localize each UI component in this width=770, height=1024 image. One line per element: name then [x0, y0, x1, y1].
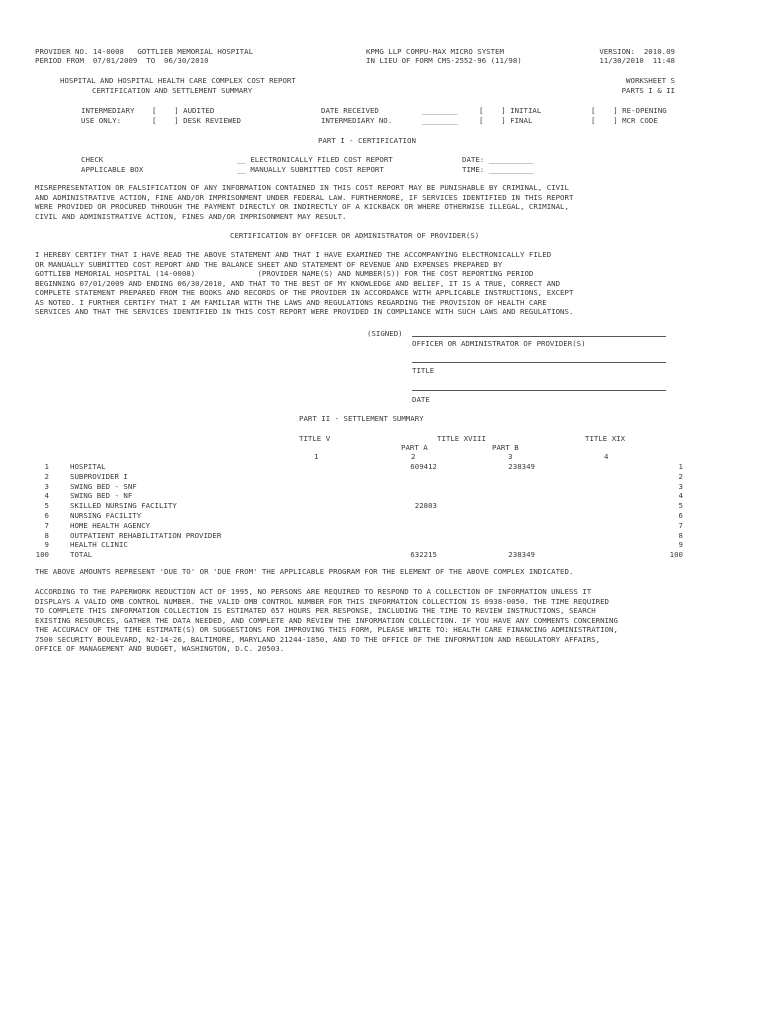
row-number-right: 5: [678, 501, 683, 511]
col-title-xviii: TITLE XVIII: [437, 434, 486, 443]
row-number: 4: [44, 491, 49, 501]
report-subtitle: CERTIFICATION AND SETTLEMENT SUMMARY: [92, 86, 253, 95]
row-label: HOSPITAL: [70, 462, 106, 471]
warning-line: AND ADMINISTRATIVE ACTION, FINE AND/OR IMPRISONMENT UNDER FEDERAL LAW. FURTHERMORE, IF SERVICES IDENTIFIED IN THIS REPORT: [35, 192, 574, 202]
date-received-blank: ________: [422, 106, 458, 115]
row-number: 8: [44, 530, 49, 540]
row-label: HEALTH CLINIC: [70, 540, 128, 550]
row-number-right: 6: [678, 511, 683, 520]
part-a-value: 609412: [410, 462, 437, 471]
row-number-right: 3: [678, 481, 683, 491]
certification-line: OR MANUALLY SUBMITTED COST REPORT AND THE BALANCE SHEET AND STATEMENT OF REVENUE AND EXPENSES PREPARED BY: [35, 259, 503, 269]
warning-line: MISREPRESENTATION OR FALSIFICATION OF ANY INFORMATION CONTAINED IN THIS COST REPORT MAY BE PUNISHABLE BY CRIMINAL, CIVIL: [35, 183, 569, 192]
row-number: 9: [44, 540, 49, 550]
title-line: [412, 362, 666, 363]
report-title: HOSPITAL AND HOSPITAL HEALTH CARE COMPLEX COST REPORT: [60, 76, 296, 85]
paperwork-line: ACCORDING TO THE PAPERWORK REDUCTION ACT OF 1995, NO PERSONS ARE REQUIRED TO RESPOND TO A COLLECTION OF INFORMATION UNLESS IT: [35, 587, 592, 596]
part-b-value: 238349: [508, 462, 535, 471]
row-label: SWING BED - SNF: [70, 481, 137, 491]
part1-title: PART I - CERTIFICATION: [318, 136, 416, 145]
col-title-v: TITLE V: [299, 434, 331, 443]
warning-line: WERE PROVIDED OR PROCURED THROUGH THE PAYMENT DIRECTLY OR INDIRECTLY OF A KICKBACK OR WHERE OTHERWISE ILLEGAL, CRIMINAL,: [35, 202, 569, 211]
row-number: 100: [35, 550, 49, 560]
row-number-right: 4: [678, 491, 683, 501]
col-num-3: 3: [508, 452, 513, 461]
form-line: IN LIEU OF FORM CMS-2552-96 (11/98): [366, 56, 522, 65]
row-number: 2: [44, 471, 49, 481]
electronically-filed-option: __ ELECTRONICALLY FILED COST REPORT: [237, 155, 393, 164]
date-received-label: DATE RECEIVED: [321, 106, 379, 115]
paperwork-line: 7500 SECURITY BOULEVARD, N2-14-26, BALTIMORE, MARYLAND 21244-1850, AND TO THE OFFICE OF THE INFORMATION AND REGULATORY AFFAIRS,: [35, 634, 601, 644]
col-part-a: PART A: [401, 443, 428, 452]
reopening-checkbox: [ ] RE-OPENING: [591, 106, 667, 115]
check-label: CHECK: [81, 155, 104, 164]
date-label: DATE: [412, 395, 430, 404]
part2-title: PART II - SETTLEMENT SUMMARY: [299, 414, 424, 423]
intermediary-no-label: INTERMEDIARY NO.: [321, 116, 393, 125]
certification-line: AS NOTED. I FURTHER CERTIFY THAT I AM FAMILIAR WITH THE LAWS AND REGULATIONS REGARDING THE PROVISION OF HEALTH CARE: [35, 297, 547, 307]
certification-line: SERVICES AND THAT THE SERVICES IDENTIFIED IN THIS COST REPORT WERE PROVIDED IN COMPLIANCE WITH SUCH LAWS AND REGULATIONS.: [35, 307, 574, 316]
officer-label: OFFICER OR ADMINISTRATOR OF PROVIDER(S): [412, 339, 586, 348]
row-label: SKILLED NURSING FACILITY: [70, 501, 177, 511]
final-checkbox: [ ] FINAL: [479, 116, 533, 125]
signed-label: (SIGNED): [367, 329, 403, 338]
signature-line: [412, 336, 666, 337]
title-label: TITLE: [412, 366, 435, 375]
row-number-right: 9: [678, 540, 683, 550]
initial-checkbox: [ ] INITIAL: [479, 106, 542, 115]
row-number-right: 1: [678, 462, 683, 471]
row-label: HOME HEALTH AGENCY: [70, 520, 151, 530]
part-a-value: 632215: [410, 550, 437, 560]
desk-reviewed-checkbox: [ ] DESK REVIEWED: [152, 116, 241, 125]
paperwork-line: EXISTING RESOURCES, GATHER THE DATA NEEDED, AND COMPLETE AND REVIEW THE INFORMATION COLLECTION. IF YOU HAVE ANY COMMENTS CONCERNING: [35, 615, 618, 625]
intermediary-label: INTERMEDIARY: [81, 106, 135, 115]
period-line: PERIOD FROM 07/01/2009 TO 06/30/2010: [35, 56, 209, 65]
applicable-box-label: APPLICABLE BOX: [81, 165, 144, 174]
row-label: OUTPATIENT REHABILITATION PROVIDER: [70, 530, 222, 540]
audited-checkbox: [ ] AUDITED: [152, 106, 215, 115]
row-number: 6: [44, 511, 49, 520]
date-field: DATE: __________: [462, 155, 534, 164]
manually-submitted-option: __ MANUALLY SUBMITTED COST REPORT: [237, 165, 384, 174]
row-label: SWING BED - NF: [70, 491, 133, 501]
row-number: 5: [44, 501, 49, 511]
part-a-value: 22803: [414, 501, 437, 511]
certification-line: COMPLETE STATEMENT PREPARED FROM THE BOOKS AND RECORDS OF THE PROVIDER IN ACCORDANCE WITH APPLICABLE INSTRUCTIONS, EXCEPT: [35, 288, 574, 297]
amounts-note: THE ABOVE AMOUNTS REPRESENT 'DUE TO' OR 'DUE FROM' THE APPLICABLE PROGRAM FOR THE ELEMENT OF THE ABOVE COMPLEX INDICATED.: [35, 567, 574, 576]
row-number-right: 100: [669, 550, 683, 560]
paperwork-line: DISPLAYS A VALID OMB CONTROL NUMBER. THE VALID OMB CONTROL NUMBER FOR THIS INFORMATION COLLECTION IS 0938-0050. THE TIME REQUIRED: [35, 596, 609, 606]
certification-title: CERTIFICATION BY OFFICER OR ADMINISTRATOR OF PROVIDER(S): [230, 231, 480, 240]
certification-line: GOTTLIEB MEMORIAL HOSPITAL (14-0008) (PROVIDER NAME(S) AND NUMBER(S)) FOR THE COST REPORTING PERIOD: [35, 269, 534, 278]
row-label: TOTAL: [70, 550, 93, 560]
time-field: TIME: __________: [462, 165, 534, 174]
col-part-b: PART B: [492, 443, 519, 452]
col-num-4: 4: [604, 452, 609, 461]
col-num-1: 1: [314, 452, 319, 461]
row-number-right: 2: [678, 471, 683, 481]
row-number: 1: [44, 462, 49, 471]
col-title-xix: TITLE XIX: [585, 434, 626, 443]
version-line: VERSION: 2010.09: [599, 47, 675, 56]
row-number: 7: [44, 520, 49, 530]
col-num-2: 2: [411, 452, 416, 461]
provider-line: PROVIDER NO. 14-0008 GOTTLIEB MEMORIAL HOSPITAL: [35, 47, 254, 56]
use-only-label: USE ONLY:: [81, 116, 122, 125]
mcr-code-checkbox: [ ] MCR CODE: [591, 116, 658, 125]
paperwork-line: TO COMPLETE THIS INFORMATION COLLECTION IS ESTIMATED 657 HOURS PER RESPONSE, INCLUDING THE TIME TO REVIEW INSTRUCTIONS, SEARCH: [35, 606, 596, 615]
date-line: [412, 390, 666, 391]
paperwork-line: THE ACCURACY OF THE TIME ESTIMATE(S) OR SUGGESTIONS FOR IMPROVING THIS FORM, PLEASE WRITE TO: HEALTH CARE FINANCING ADMINISTRATION,: [35, 625, 618, 634]
certification-line: I HEREBY CERTIFY THAT I HAVE READ THE ABOVE STATEMENT AND THAT I HAVE EXAMINED THE ACCOMPANYING ELECTRONICALLY FILED: [35, 250, 552, 259]
row-number-right: 7: [678, 520, 683, 530]
datetime-line: 11/30/2010 11:48: [599, 56, 675, 65]
row-number-right: 8: [678, 530, 683, 540]
part-b-value: 238349: [508, 550, 535, 560]
worksheet-label: WORKSHEET S: [626, 76, 675, 85]
warning-line: CIVIL AND ADMINISTRATIVE ACTION, FINES AND/OR IMPRISONMENT MAY RESULT.: [35, 211, 347, 221]
row-number: 3: [44, 481, 49, 491]
row-label: SUBPROVIDER I: [70, 471, 128, 481]
system-line: KPMG LLP COMPU-MAX MICRO SYSTEM: [366, 47, 504, 56]
worksheet-parts: PARTS I & II: [621, 86, 675, 95]
row-label: NURSING FACILITY: [70, 511, 142, 520]
paperwork-line: OFFICE OF MANAGEMENT AND BUDGET, WASHINGTON, D.C. 20503.: [35, 644, 285, 653]
certification-line: BEGINNING 07/01/2009 AND ENDING 06/30/2010, AND THAT TO THE BEST OF MY KNOWLEDGE AND BELIEF, IT IS A TRUE, CORRECT AND: [35, 278, 561, 288]
intermediary-no-blank: ________: [422, 116, 458, 125]
